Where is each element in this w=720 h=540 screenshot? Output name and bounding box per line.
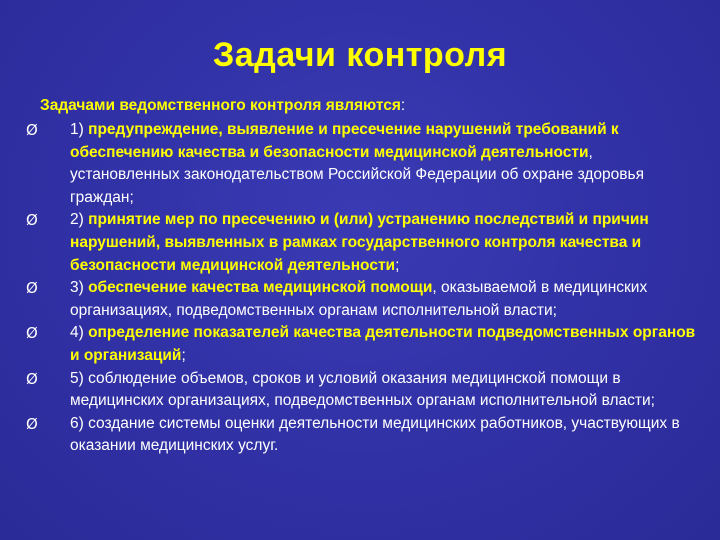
slide-title: Задачи контроля [212,36,508,74]
item-part: 5) соблюдение объемов, сроков и условий оказания медицинской помощи в медицинских организациях, подведомственных органам исполнительной власти; [70,369,655,410]
item-part: принятие мер по пресечению и (или) устранению последствий и причин нарушений, выявленных в рамках государственного контроля качества и безопасности медицинской деятельности [70,211,649,274]
arrow-bullet-icon: Ø [26,279,38,298]
arrow-bullet-icon: Ø [26,324,38,343]
list-item [18,119,698,209]
list-item [18,209,698,277]
item-part: 1) [70,121,89,138]
arrow-bullet-icon: Ø [26,121,38,139]
intro-colon: : [400,97,406,114]
intro-line [40,95,405,117]
item-part: 6) создание системы оценки деятельности медицинских работников, участвующих в оказании медицинских услуг. [70,414,680,455]
item-part: обеспечение качества медицинской помощи [88,279,433,297]
item-part: 4) [70,324,89,342]
list-item [18,413,698,458]
item-part: ; [181,346,186,364]
item-part: предупреждение, выявление и пресечение нарушений требований к обеспечению качества и безопасности медицинской деятельности [70,121,619,161]
item-part: ; [395,256,400,274]
item-part: определение показателей качества деятельности подведомственных органов и организаций [70,324,696,364]
arrow-bullet-icon: Ø [26,414,38,433]
tasks-list [18,119,698,458]
list-item [18,368,698,413]
item-part: , установленных законодательством Российской Федерации об охране здоровья граждан; [70,143,644,206]
arrow-bullet-icon: Ø [26,369,38,388]
item-part: 3) [70,279,89,297]
item-part: , оказываемой в медицинских организациях, подведомственных органам исполнительной власти; [70,279,648,319]
intro-text: Задачами ведомственного контроля являются [40,97,401,114]
item-part: 2) [70,211,89,229]
list-item [18,277,698,322]
arrow-bullet-icon: Ø [26,211,38,230]
list-item [18,322,698,367]
